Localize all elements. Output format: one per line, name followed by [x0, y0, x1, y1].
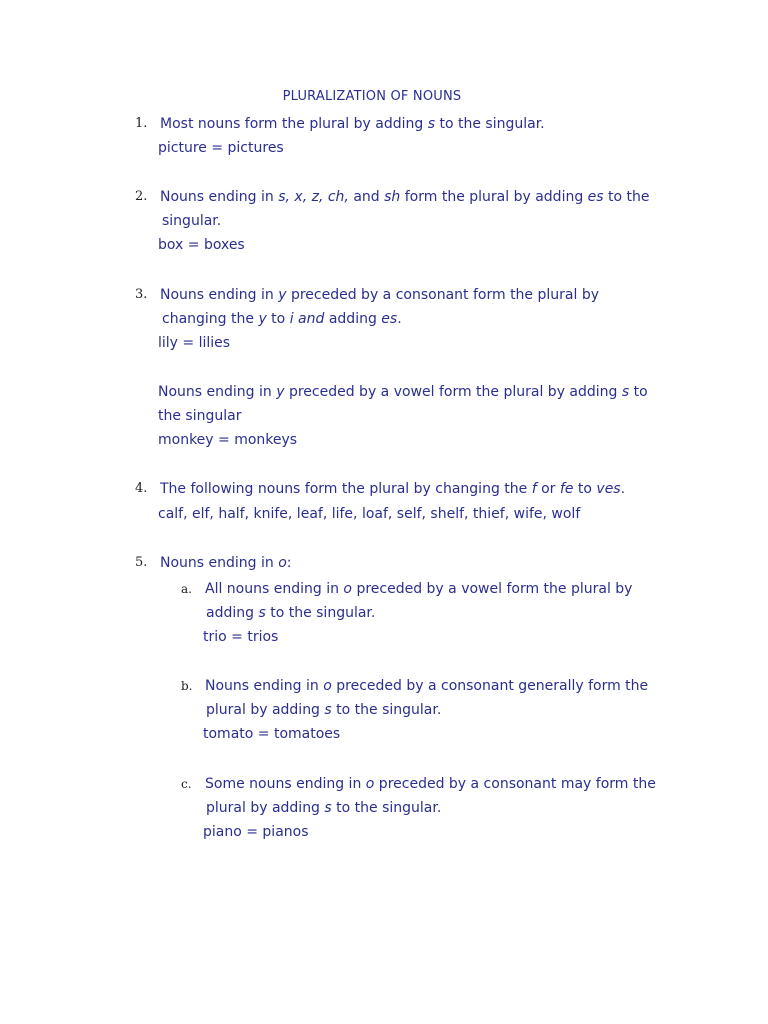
- text-segment: Nouns ending in: [160, 287, 279, 303]
- rule-number: a.: [181, 582, 192, 596]
- text-segment: to: [573, 481, 597, 497]
- rule-text-line: [158, 431, 297, 449]
- text-segment: The following nouns form the plural by changing the: [160, 481, 532, 497]
- italic-term: s: [427, 116, 436, 132]
- text-segment: tomato = tomatoes: [203, 726, 341, 742]
- text-segment: box = boxes: [158, 237, 245, 253]
- rule-text-line: [160, 286, 599, 304]
- text-segment: preceded by a consonant generally form the: [331, 678, 649, 694]
- rule-text-line: [158, 383, 648, 401]
- text-segment: to the singular.: [265, 605, 376, 621]
- text-segment: preceded by a vowel form the plural by: [352, 581, 633, 597]
- text-segment: trio = trios: [203, 629, 279, 645]
- text-segment: to the singular.: [331, 800, 442, 816]
- text-segment: :: [286, 555, 292, 571]
- text-segment: changing the: [162, 311, 259, 327]
- text-segment: .: [620, 481, 626, 497]
- rule-text-line: [206, 604, 375, 622]
- rule-text-line: [160, 554, 292, 572]
- text-segment: singular.: [162, 213, 222, 229]
- italic-term: fe: [559, 481, 574, 497]
- italic-term: s: [258, 605, 266, 621]
- italic-term: s, x, z, ch,: [278, 189, 349, 205]
- rule-text-line: [206, 701, 441, 719]
- text-segment: plural by adding: [206, 800, 325, 816]
- rule-text-line: [158, 236, 245, 254]
- text-segment: adding: [206, 605, 259, 621]
- text-segment: preceded by a consonant may form the: [374, 776, 656, 792]
- rule-text-line: [205, 677, 648, 695]
- text-segment: the singular: [158, 408, 242, 424]
- text-segment: .: [397, 311, 402, 327]
- italic-term: es: [381, 311, 398, 327]
- italic-term: i and: [289, 311, 325, 327]
- text-segment: plural by adding: [206, 702, 325, 718]
- text-segment: All nouns ending in: [205, 581, 344, 597]
- text-segment: to the singular.: [435, 116, 545, 132]
- rule-text-line: [205, 775, 656, 793]
- text-segment: Nouns ending in: [160, 555, 279, 571]
- text-segment: adding: [324, 311, 382, 327]
- text-segment: Nouns ending in: [205, 678, 324, 694]
- page-title: PLURALIZATION OF NOUNS: [282, 89, 462, 104]
- text-segment: preceded by a consonant form the plural by: [286, 287, 599, 303]
- text-segment: to the: [603, 189, 650, 205]
- text-segment: to: [629, 384, 648, 400]
- text-segment: form the plural by adding: [400, 189, 588, 205]
- rule-text-line: [206, 799, 441, 817]
- italic-term: y: [258, 311, 267, 327]
- italic-term: o: [323, 678, 332, 694]
- rule-text-line: [205, 580, 632, 598]
- rule-number: b.: [181, 679, 193, 693]
- rule-text-line: [160, 115, 545, 133]
- rule-text-line: [160, 480, 625, 498]
- text-segment: lily = lilies: [158, 335, 231, 351]
- italic-term: y: [278, 287, 287, 303]
- italic-term: s: [324, 800, 332, 816]
- rule-text-line: [160, 188, 650, 206]
- rule-text-line: [162, 212, 221, 230]
- text-segment: or: [536, 481, 560, 497]
- italic-term: es: [587, 189, 604, 205]
- text-segment: monkey = monkeys: [158, 432, 298, 448]
- italic-term: ves: [596, 481, 621, 497]
- text-segment: Nouns ending in: [158, 384, 277, 400]
- text-segment: Most nouns form the plural by adding: [160, 116, 428, 132]
- text-segment: preceded by a vowel form the plural by adding: [284, 384, 622, 400]
- text-segment: picture = pictures: [158, 140, 284, 156]
- rule-number: 1.: [135, 116, 148, 131]
- italic-term: o: [365, 776, 375, 792]
- text-segment: to the singular.: [331, 702, 442, 718]
- text-segment: to: [266, 311, 290, 327]
- italic-term: o: [278, 555, 287, 571]
- rule-text-line: [203, 725, 340, 743]
- text-segment: Nouns ending in: [160, 189, 279, 205]
- text-segment: calf, elf, half, knife, leaf, life, loaf, self, shelf, thief, wife, wolf: [158, 506, 581, 522]
- rule-number: 3.: [135, 287, 148, 302]
- text-segment: Some nouns ending in: [205, 776, 366, 792]
- italic-term: s: [324, 702, 332, 718]
- rule-text-line: [158, 505, 580, 523]
- rule-text-line: [158, 407, 241, 425]
- rule-number: c.: [181, 777, 192, 791]
- text-segment: piano = pianos: [203, 824, 309, 840]
- italic-term: f: [531, 481, 537, 497]
- rule-text-line: [158, 334, 230, 352]
- rule-text-line: [203, 628, 278, 646]
- italic-term: s: [621, 384, 630, 400]
- rule-number: 5.: [135, 555, 148, 570]
- italic-term: y: [276, 384, 285, 400]
- rule-text-line: [203, 823, 309, 841]
- rule-number: 2.: [135, 189, 148, 204]
- italic-term: o: [343, 581, 352, 597]
- rule-text-line: [162, 310, 402, 328]
- italic-term: sh: [384, 189, 401, 205]
- text-segment: and: [348, 189, 385, 205]
- rule-number: 4.: [135, 481, 148, 496]
- rule-text-line: [158, 139, 284, 157]
